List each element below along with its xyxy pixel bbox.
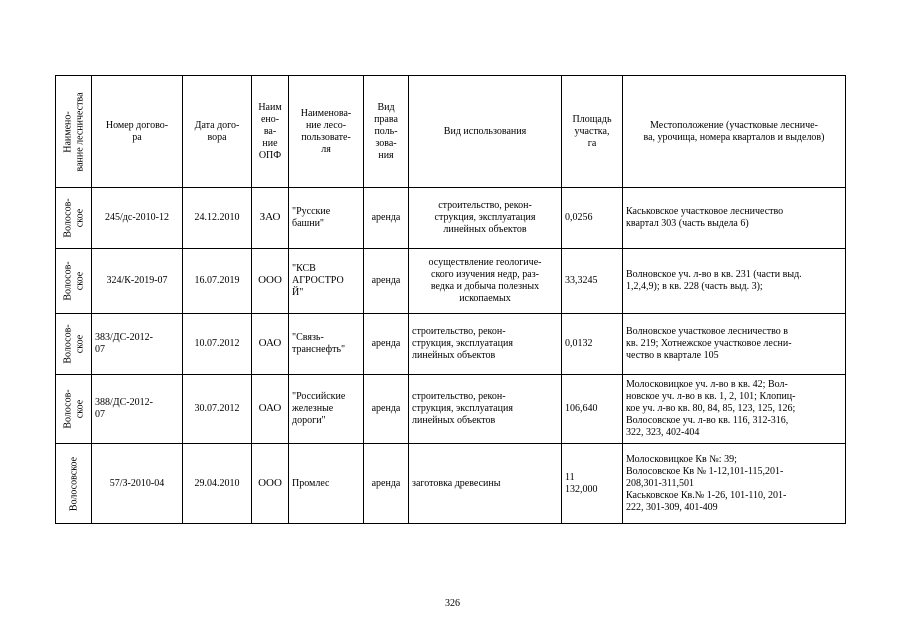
table-row [56, 375, 846, 444]
cell-use-type: осуществление геологиче- ского изучения недр, раз- ведка и добыча полезных ископаемых [409, 249, 562, 314]
cell-location: Молосковицкое Кв №: 39; Волосовское Кв № 1-12,101-115,201- 208,301-311,501 Каськовское Кв.№ 1-26, 101-110, 201- 222, 301-309, 401-409 [623, 444, 846, 524]
cell-right-type: аренда [364, 249, 409, 314]
cell-use-type: заготовка древесины [409, 444, 562, 524]
cell-area: 106,640 [562, 375, 623, 444]
cell-contract-number: 57/З-2010-04 [92, 444, 183, 524]
cell-user: "Российские железные дороги" [289, 375, 364, 444]
cell-contract-date: 10.07.2012 [183, 314, 252, 375]
cell-forestry: Волосов- ское [56, 375, 92, 444]
header-forestry: Наимено- вание лесничества [56, 76, 92, 188]
cell-location: Каськовское участковое лесничество квартал 303 (часть выдела 6) [623, 188, 846, 249]
lease-table [55, 75, 846, 524]
cell-opf: ООО [252, 444, 289, 524]
cell-opf: ОАО [252, 375, 289, 444]
header-location: Местоположение (участковые лесниче- ва, урочища, номера кварталов и выделов) [623, 76, 846, 188]
cell-location: Волновское уч. л-во в кв. 231 (части выд. 1,2,4,9); в кв. 228 (часть выд. 3); [623, 249, 846, 314]
header-contract-date: Дата дого- вора [183, 76, 252, 188]
header-use-type: Вид использования [409, 76, 562, 188]
cell-area: 33,3245 [562, 249, 623, 314]
table-row [56, 249, 846, 314]
cell-forestry: Волосов- ское [56, 314, 92, 375]
cell-user: "Связь- транснефть" [289, 314, 364, 375]
cell-opf: ООО [252, 249, 289, 314]
table-row [56, 314, 846, 375]
cell-contract-date: 16.07.2019 [183, 249, 252, 314]
cell-location: Волновское участковое лесничество в кв. 219; Хотнежское участковое лесни- чество в квартале 105 [623, 314, 846, 375]
cell-contract-date: 24.12.2010 [183, 188, 252, 249]
cell-forestry: Волосов- ское [56, 188, 92, 249]
cell-forestry: Волосов- ское [56, 249, 92, 314]
cell-area: 11 132,000 [562, 444, 623, 524]
cell-contract-number: 383/ДС-2012- 07 [92, 314, 183, 375]
cell-user: "КСВ АГРОСТРО Й" [289, 249, 364, 314]
cell-opf: ЗАО [252, 188, 289, 249]
cell-location: Молосковицкое уч. л-во в кв. 42; Вол- новское уч. л-во в кв. 1, 2, 101; Клопиц- кое уч. л-во кв. 80, 84, 85, 123, 125, 126; Волосовское уч. л-во кв. 116, 312-316, 322, 323, 402-404 [623, 375, 846, 444]
table-row [56, 444, 846, 524]
cell-contract-date: 29.04.2010 [183, 444, 252, 524]
header-contract-number: Номер догово- ра [92, 76, 183, 188]
cell-right-type: аренда [364, 314, 409, 375]
cell-opf: ОАО [252, 314, 289, 375]
cell-right-type: аренда [364, 444, 409, 524]
cell-contract-number: 245/дс-2010-12 [92, 188, 183, 249]
header-user: Наименова- ние лесо- пользовате- ля [289, 76, 364, 188]
header-row [56, 76, 846, 188]
cell-forestry: Волосовское [56, 444, 92, 524]
cell-area: 0,0132 [562, 314, 623, 375]
cell-use-type: строительство, рекон- струкция, эксплуатация линейных объектов [409, 375, 562, 444]
header-area: Площадь участка, га [562, 76, 623, 188]
cell-contract-date: 30.07.2012 [183, 375, 252, 444]
header-right-type: Вид права поль- зова- ния [364, 76, 409, 188]
cell-use-type: строительство, рекон- струкция, эксплуатация линейных объектов [409, 314, 562, 375]
cell-user: Промлес [289, 444, 364, 524]
table-row [56, 188, 846, 249]
cell-use-type: строительство, рекон- струкция, эксплуатация линейных объектов [409, 188, 562, 249]
cell-right-type: аренда [364, 375, 409, 444]
cell-area: 0,0256 [562, 188, 623, 249]
header-opf: Наим ено- ва- ние ОПФ [252, 76, 289, 188]
cell-contract-number: 324/К-2019-07 [92, 249, 183, 314]
cell-contract-number: 388/ДС-2012- 07 [92, 375, 183, 444]
cell-right-type: аренда [364, 188, 409, 249]
cell-user: "Русские башни" [289, 188, 364, 249]
page-number: 326 [445, 598, 460, 609]
